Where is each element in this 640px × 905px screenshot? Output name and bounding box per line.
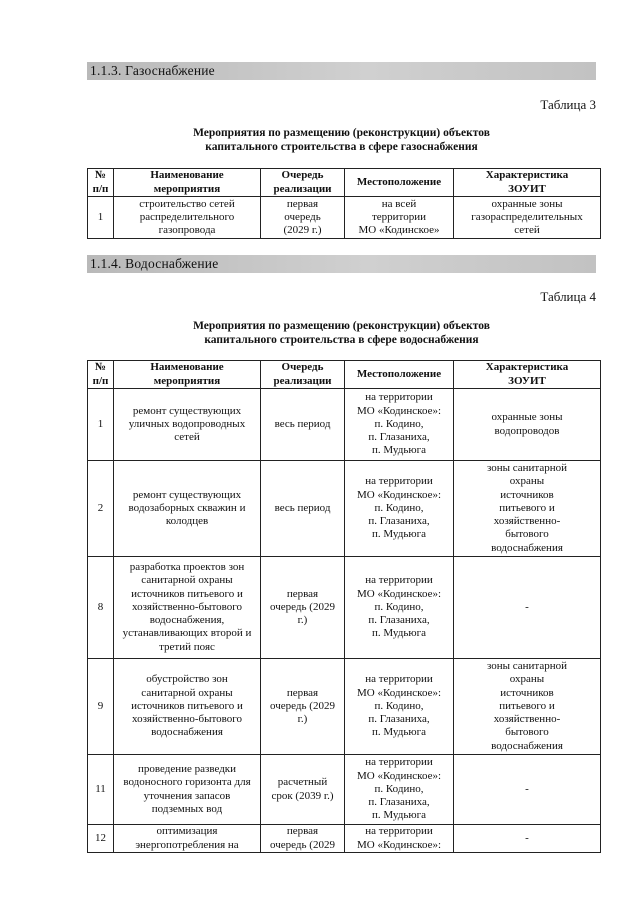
- cell-number: 11: [88, 755, 114, 825]
- caption-line-1: Мероприятия по размещению (реконструкции) объектов: [193, 320, 490, 332]
- cell-location: на территории МО «Кодинское»: п. Кодино, п. Глазаниха, п. Мудьюга: [345, 461, 454, 557]
- caption-line-2: капитального строительства в сфере газоснабжения: [205, 141, 478, 153]
- cell-name: строительство сетей распределительного газопровода: [114, 197, 261, 239]
- cell-stage: весь период: [261, 461, 345, 557]
- header-stage: Очередь реализации: [261, 361, 345, 389]
- cell-zone: зоны санитарной охраны источников питьевого и хозяйственно- бытового водоснабжения: [454, 461, 601, 557]
- header-zone: Характеристика ЗОУИТ: [454, 361, 601, 389]
- cell-stage: весь период: [261, 389, 345, 461]
- table-row: [88, 755, 601, 825]
- cell-zone: -: [454, 825, 601, 853]
- header-number: № п/п: [88, 361, 114, 389]
- cell-name: оптимизация энергопотребления на: [114, 825, 261, 853]
- cell-number: 12: [88, 825, 114, 853]
- cell-zone: охранные зоны водопроводов: [454, 389, 601, 461]
- table-row: [88, 197, 601, 239]
- table-row: [88, 659, 601, 755]
- cell-zone: охранные зоны газораспределительных сетей: [454, 197, 601, 239]
- header-location: Местоположение: [345, 169, 454, 197]
- caption-line-1: Мероприятия по размещению (реконструкции) объектов: [193, 127, 490, 139]
- cell-stage: расчетный срок (2039 г.): [261, 755, 345, 825]
- cell-number: 1: [88, 389, 114, 461]
- table-row: [88, 825, 601, 853]
- cell-zone: -: [454, 755, 601, 825]
- table-label-4: Таблица 4: [540, 289, 596, 304]
- cell-location: на территории МО «Кодинское»: п. Кодино, п. Глазаниха, п. Мудьюга: [345, 755, 454, 825]
- table-header-row: [88, 361, 601, 389]
- cell-stage: первая очередь (2029 г.): [261, 557, 345, 659]
- header-zone: Характеристика ЗОУИТ: [454, 169, 601, 197]
- water-table: [87, 360, 601, 853]
- cell-name: ремонт существующих водозаборных скважин и колодцев: [114, 461, 261, 557]
- cell-name: ремонт существующих уличных водопроводных сетей: [114, 389, 261, 461]
- cell-stage: первая очередь (2029 г.): [261, 197, 345, 239]
- table-row: [88, 461, 601, 557]
- cell-location: на территории МО «Кодинское»:: [345, 825, 454, 853]
- table-row: [88, 557, 601, 659]
- cell-location: на территории МО «Кодинское»: п. Кодино, п. Глазаниха, п. Мудьюга: [345, 557, 454, 659]
- cell-name: проведение разведки водоносного горизонта для уточнения запасов подземных вод: [114, 755, 261, 825]
- table-caption-water: [87, 319, 596, 347]
- cell-name: обустройство зон санитарной охраны источников питьевого и хозяйственно-бытового водоснабжения: [114, 659, 261, 755]
- header-stage: Очередь реализации: [261, 169, 345, 197]
- cell-location: на всей территории МО «Кодинское»: [345, 197, 454, 239]
- cell-number: 8: [88, 557, 114, 659]
- table-caption-gas: [87, 126, 596, 154]
- table-label-3: Таблица 3: [540, 97, 596, 112]
- header-number: № п/п: [88, 169, 114, 197]
- table-header-row: [88, 169, 601, 197]
- gas-table: [87, 168, 601, 239]
- cell-zone: зоны санитарной охраны источников питьевого и хозяйственно- бытового водоснабжения: [454, 659, 601, 755]
- table-row: [88, 389, 601, 461]
- section-heading-water: 1.1.4. Водоснабжение: [87, 255, 596, 273]
- cell-zone: -: [454, 557, 601, 659]
- cell-location: на территории МО «Кодинское»: п. Кодино, п. Глазаниха, п. Мудьюга: [345, 659, 454, 755]
- cell-number: 1: [88, 197, 114, 239]
- header-location: Местоположение: [345, 361, 454, 389]
- cell-name: разработка проектов зон санитарной охраны источников питьевого и хозяйственно-бытового водоснабжения, устанавливающих второй и третий пояс: [114, 557, 261, 659]
- cell-stage: первая очередь (2029: [261, 825, 345, 853]
- header-name: Наименование мероприятия: [114, 361, 261, 389]
- section-heading-gas: 1.1.3. Газоснабжение: [87, 62, 596, 80]
- header-name: Наименование мероприятия: [114, 169, 261, 197]
- cell-number: 2: [88, 461, 114, 557]
- cell-number: 9: [88, 659, 114, 755]
- cell-location: на территории МО «Кодинское»: п. Кодино, п. Глазаниха, п. Мудьюга: [345, 389, 454, 461]
- cell-stage: первая очередь (2029 г.): [261, 659, 345, 755]
- caption-line-2: капитального строительства в сфере водоснабжения: [204, 334, 479, 346]
